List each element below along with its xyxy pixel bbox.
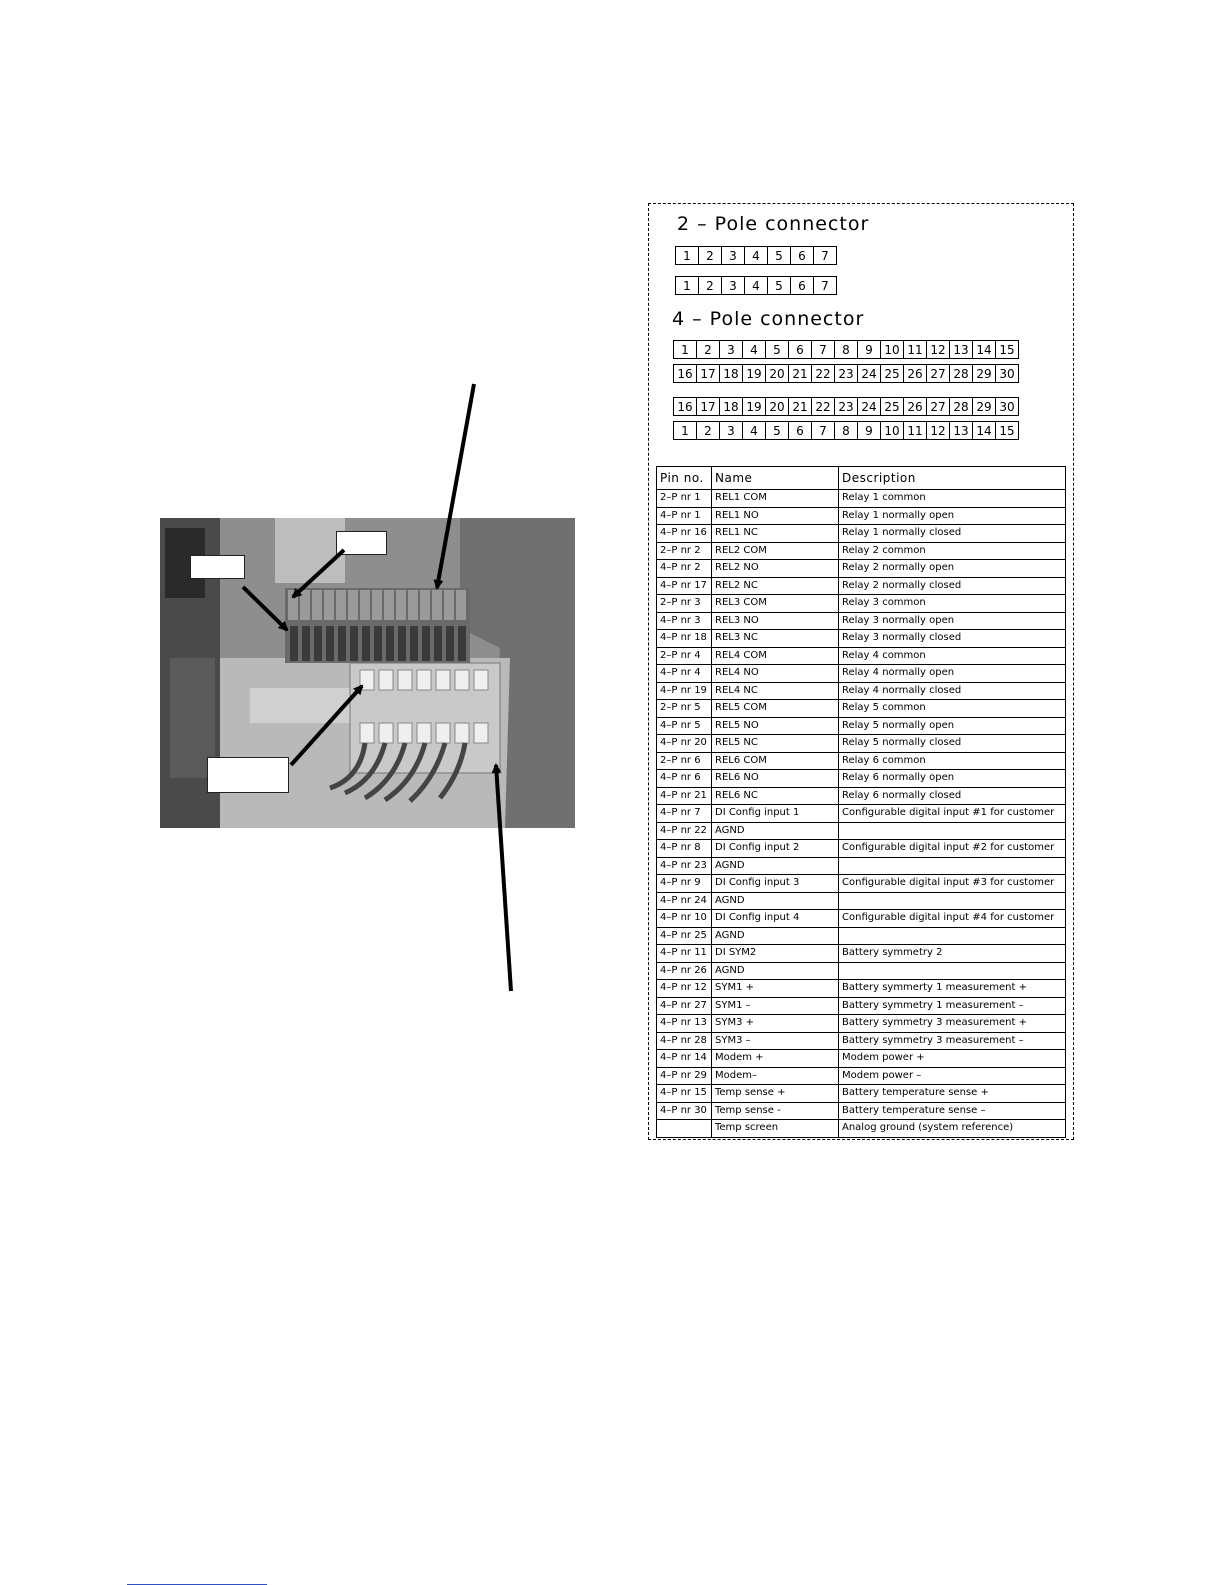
four-pole-heading: 4 – Pole connector (672, 308, 865, 330)
pin-cell: 7 (811, 421, 835, 440)
description-cell: Battery symmetry 3 measurement + (839, 1015, 1066, 1033)
name-cell: REL6 NO (712, 770, 839, 788)
pin-cell: 6 (788, 340, 812, 359)
name-cell: REL4 COM (712, 647, 839, 665)
pin-cell: 10 (880, 340, 904, 359)
description-cell: Battery symmerty 1 measurement + (839, 980, 1066, 998)
pin-no-cell: 2–P nr 5 (657, 700, 712, 718)
pin-cell: 25 (880, 397, 904, 416)
pin-no-cell: 4–P nr 24 (657, 892, 712, 910)
pin-cell: 16 (673, 364, 697, 383)
four-pole-block-b-row-2 (674, 422, 1019, 440)
table-row (657, 892, 1066, 910)
table-row (657, 822, 1066, 840)
pin-cell: 20 (765, 397, 789, 416)
name-cell: DI Config input 2 (712, 840, 839, 858)
pin-no-cell: 4–P nr 19 (657, 682, 712, 700)
pin-cell: 6 (788, 421, 812, 440)
pin-cell: 2 (698, 276, 722, 295)
table-row (657, 997, 1066, 1015)
name-cell: REL3 NC (712, 630, 839, 648)
pin-cell: 4 (742, 340, 766, 359)
four-pole-block-a-row-2 (674, 365, 1019, 383)
name-cell: AGND (712, 857, 839, 875)
pin-no-cell: 4–P nr 12 (657, 980, 712, 998)
description-cell: Relay 4 normally closed (839, 682, 1066, 700)
table-row (657, 630, 1066, 648)
name-cell: DI Config input 4 (712, 910, 839, 928)
pin-cell: 22 (811, 364, 835, 383)
pin-no-cell: 4–P nr 26 (657, 962, 712, 980)
description-cell: Relay 5 normally closed (839, 735, 1066, 753)
pin-cell: 1 (675, 276, 699, 295)
pin-cell: 2 (696, 421, 720, 440)
description-cell: Modem power – (839, 1067, 1066, 1085)
name-cell: Modem– (712, 1067, 839, 1085)
pin-no-cell: 4–P nr 27 (657, 997, 712, 1015)
pin-no-cell: 4–P nr 6 (657, 770, 712, 788)
table-row (657, 752, 1066, 770)
description-cell (839, 962, 1066, 980)
description-cell: Configurable digital input #4 for customer (839, 910, 1066, 928)
pin-cell: 16 (673, 397, 697, 416)
table-row (657, 490, 1066, 508)
pin-no-cell: 4–P nr 10 (657, 910, 712, 928)
table-header-row (657, 467, 1066, 490)
name-cell: REL2 NC (712, 577, 839, 595)
pin-cell: 18 (719, 364, 743, 383)
pin-cell: 11 (903, 421, 927, 440)
pin-cell: 20 (765, 364, 789, 383)
pin-no-cell: 4–P nr 28 (657, 1032, 712, 1050)
pin-no-cell: 2–P nr 2 (657, 542, 712, 560)
name-cell: SYM1 – (712, 997, 839, 1015)
name-cell: Modem + (712, 1050, 839, 1068)
pin-no-cell: 4–P nr 4 (657, 665, 712, 683)
pin-cell: 15 (995, 340, 1019, 359)
pin-cell: 15 (995, 421, 1019, 440)
table-row (657, 665, 1066, 683)
two-pole-row-2 (676, 277, 837, 295)
header-pin-no: Pin no. (657, 467, 712, 490)
table-row (657, 840, 1066, 858)
name-cell: REL4 NC (712, 682, 839, 700)
pin-cell: 21 (788, 397, 812, 416)
table-row (657, 560, 1066, 578)
name-cell: REL3 COM (712, 595, 839, 613)
pin-no-cell: 4–P nr 16 (657, 525, 712, 543)
pin-cell: 3 (721, 246, 745, 265)
table-row (657, 770, 1066, 788)
pin-cell: 8 (834, 421, 858, 440)
pin-cell: 3 (721, 276, 745, 295)
name-cell: SYM3 + (712, 1015, 839, 1033)
description-cell: Relay 4 normally open (839, 665, 1066, 683)
name-cell: DI SYM2 (712, 945, 839, 963)
description-cell: Relay 3 normally open (839, 612, 1066, 630)
two-pole-heading: 2 – Pole connector (677, 213, 870, 235)
description-cell: Relay 1 normally closed (839, 525, 1066, 543)
description-cell: Relay 2 normally closed (839, 577, 1066, 595)
pin-no-cell: 4–P nr 8 (657, 840, 712, 858)
four-pole-block-b-row-1 (674, 398, 1019, 416)
pin-no-cell: 2–P nr 1 (657, 490, 712, 508)
name-cell: Temp sense + (712, 1085, 839, 1103)
name-cell: AGND (712, 892, 839, 910)
pin-no-cell: 4–P nr 15 (657, 1085, 712, 1103)
table-row (657, 962, 1066, 980)
table-row (657, 647, 1066, 665)
table-row (657, 1085, 1066, 1103)
description-cell (839, 822, 1066, 840)
pin-cell: 12 (926, 421, 950, 440)
pin-cell: 28 (949, 397, 973, 416)
pin-no-cell: 4–P nr 17 (657, 577, 712, 595)
table-row (657, 875, 1066, 893)
name-cell: DI Config input 3 (712, 875, 839, 893)
pin-no-cell: 4–P nr 30 (657, 1102, 712, 1120)
pin-no-cell: 4–P nr 23 (657, 857, 712, 875)
description-cell (839, 927, 1066, 945)
pin-cell: 9 (857, 340, 881, 359)
description-cell: Analog ground (system reference) (839, 1120, 1066, 1138)
pin-cell: 11 (903, 340, 927, 359)
name-cell: REL5 COM (712, 700, 839, 718)
table-row (657, 507, 1066, 525)
description-cell: Relay 5 common (839, 700, 1066, 718)
table-row (657, 927, 1066, 945)
pin-cell: 25 (880, 364, 904, 383)
description-cell: Relay 2 common (839, 542, 1066, 560)
description-cell: Relay 6 common (839, 752, 1066, 770)
table-row (657, 857, 1066, 875)
pin-cell: 1 (673, 421, 697, 440)
callout-box-top (336, 531, 387, 555)
pin-cell: 17 (696, 397, 720, 416)
pin-cell: 8 (834, 340, 858, 359)
name-cell: REL5 NO (712, 717, 839, 735)
pin-cell: 3 (719, 421, 743, 440)
pin-no-cell: 4–P nr 22 (657, 822, 712, 840)
name-cell: REL3 NO (712, 612, 839, 630)
pin-no-cell: 2–P nr 3 (657, 595, 712, 613)
pin-no-cell: 4–P nr 25 (657, 927, 712, 945)
pin-no-cell: 4–P nr 7 (657, 805, 712, 823)
description-cell: Relay 2 normally open (839, 560, 1066, 578)
pin-cell: 13 (949, 421, 973, 440)
table-row (657, 1032, 1066, 1050)
description-cell: Battery temperature sense – (839, 1102, 1066, 1120)
pin-no-cell (657, 1120, 712, 1138)
pin-cell: 30 (995, 364, 1019, 383)
table-row (657, 542, 1066, 560)
pin-no-cell: 4–P nr 11 (657, 945, 712, 963)
pin-no-cell: 4–P nr 21 (657, 787, 712, 805)
pin-no-cell: 4–P nr 2 (657, 560, 712, 578)
pin-cell: 19 (742, 397, 766, 416)
description-cell: Modem power + (839, 1050, 1066, 1068)
pin-cell: 3 (719, 340, 743, 359)
table-row (657, 980, 1066, 998)
table-row (657, 717, 1066, 735)
name-cell: REL2 NO (712, 560, 839, 578)
pin-cell: 19 (742, 364, 766, 383)
pin-cell: 7 (811, 340, 835, 359)
pin-no-cell: 4–P nr 3 (657, 612, 712, 630)
name-cell: DI Config input 1 (712, 805, 839, 823)
description-cell (839, 857, 1066, 875)
pin-cell: 24 (857, 364, 881, 383)
pin-cell: 23 (834, 397, 858, 416)
pin-no-cell: 4–P nr 18 (657, 630, 712, 648)
description-cell: Battery symmetry 2 (839, 945, 1066, 963)
description-cell: Relay 5 normally open (839, 717, 1066, 735)
pin-cell: 27 (926, 364, 950, 383)
pin-cell: 5 (765, 421, 789, 440)
pin-cell: 30 (995, 397, 1019, 416)
name-cell: REL1 NC (712, 525, 839, 543)
table-row (657, 682, 1066, 700)
two-pole-row-1 (676, 247, 837, 265)
name-cell: REL2 COM (712, 542, 839, 560)
pin-no-cell: 4–P nr 13 (657, 1015, 712, 1033)
pin-cell: 28 (949, 364, 973, 383)
table-row (657, 1067, 1066, 1085)
pin-no-cell: 4–P nr 14 (657, 1050, 712, 1068)
pin-cell: 4 (742, 421, 766, 440)
table-row (657, 1120, 1066, 1138)
name-cell: REL1 NO (712, 507, 839, 525)
name-cell: SYM1 + (712, 980, 839, 998)
table-row (657, 910, 1066, 928)
pin-cell: 14 (972, 340, 996, 359)
pin-cell: 6 (790, 246, 814, 265)
connector-reference-panel (648, 203, 1074, 1140)
pin-cell: 2 (698, 246, 722, 265)
name-cell: SYM3 – (712, 1032, 839, 1050)
pin-cell: 18 (719, 397, 743, 416)
table-row (657, 787, 1066, 805)
description-cell: Configurable digital input #1 for customer (839, 805, 1066, 823)
table-row (657, 595, 1066, 613)
header-name: Name (712, 467, 839, 490)
callout-box-bottom (207, 757, 289, 793)
pin-cell: 1 (675, 246, 699, 265)
name-cell: AGND (712, 822, 839, 840)
pin-cell: 12 (926, 340, 950, 359)
pin-no-cell: 4–P nr 5 (657, 717, 712, 735)
pin-no-cell: 4–P nr 1 (657, 507, 712, 525)
pin-cell: 26 (903, 364, 927, 383)
name-cell: REL5 NC (712, 735, 839, 753)
description-cell: Relay 4 common (839, 647, 1066, 665)
pin-cell: 7 (813, 246, 837, 265)
table-row (657, 525, 1066, 543)
name-cell: REL4 NO (712, 665, 839, 683)
pin-cell: 27 (926, 397, 950, 416)
description-cell: Battery symmetry 3 measurement – (839, 1032, 1066, 1050)
pin-cell: 13 (949, 340, 973, 359)
pin-cell: 17 (696, 364, 720, 383)
name-cell: AGND (712, 962, 839, 980)
pin-assignment-table (656, 466, 1066, 1138)
pin-no-cell: 4–P nr 9 (657, 875, 712, 893)
pin-cell: 5 (765, 340, 789, 359)
table-row (657, 612, 1066, 630)
description-cell: Relay 6 normally closed (839, 787, 1066, 805)
table-row (657, 577, 1066, 595)
pin-cell: 26 (903, 397, 927, 416)
pin-cell: 22 (811, 397, 835, 416)
description-cell: Configurable digital input #2 for customer (839, 840, 1066, 858)
description-cell: Relay 6 normally open (839, 770, 1066, 788)
description-cell: Relay 1 normally open (839, 507, 1066, 525)
name-cell: Temp screen (712, 1120, 839, 1138)
pin-cell: 4 (744, 276, 768, 295)
pin-cell: 29 (972, 397, 996, 416)
table-row (657, 805, 1066, 823)
pin-cell: 24 (857, 397, 881, 416)
description-cell: Configurable digital input #3 for customer (839, 875, 1066, 893)
pin-no-cell: 4–P nr 20 (657, 735, 712, 753)
pin-cell: 29 (972, 364, 996, 383)
description-cell: Battery symmetry 1 measurement – (839, 997, 1066, 1015)
pin-cell: 2 (696, 340, 720, 359)
name-cell: AGND (712, 927, 839, 945)
table-row (657, 1102, 1066, 1120)
pin-cell: 10 (880, 421, 904, 440)
description-cell: Relay 3 common (839, 595, 1066, 613)
table-row (657, 945, 1066, 963)
pin-cell: 9 (857, 421, 881, 440)
table-row (657, 1050, 1066, 1068)
name-cell: REL1 COM (712, 490, 839, 508)
pin-cell: 7 (813, 276, 837, 295)
table-row (657, 735, 1066, 753)
pin-cell: 5 (767, 246, 791, 265)
pin-no-cell: 2–P nr 6 (657, 752, 712, 770)
description-cell: Relay 3 normally closed (839, 630, 1066, 648)
pin-cell: 21 (788, 364, 812, 383)
description-cell (839, 892, 1066, 910)
name-cell: Temp sense - (712, 1102, 839, 1120)
four-pole-block-a-row-1 (674, 341, 1019, 359)
callout-box-left (190, 555, 245, 579)
pin-cell: 6 (790, 276, 814, 295)
pin-cell: 1 (673, 340, 697, 359)
pin-cell: 14 (972, 421, 996, 440)
description-cell: Battery temperature sense + (839, 1085, 1066, 1103)
pin-cell: 4 (744, 246, 768, 265)
name-cell: REL6 COM (712, 752, 839, 770)
pin-cell: 5 (767, 276, 791, 295)
pin-no-cell: 4–P nr 29 (657, 1067, 712, 1085)
pin-cell: 23 (834, 364, 858, 383)
description-cell: Relay 1 common (839, 490, 1066, 508)
table-row (657, 700, 1066, 718)
pin-no-cell: 2–P nr 4 (657, 647, 712, 665)
name-cell: REL6 NC (712, 787, 839, 805)
header-description: Description (839, 467, 1066, 490)
table-row (657, 1015, 1066, 1033)
